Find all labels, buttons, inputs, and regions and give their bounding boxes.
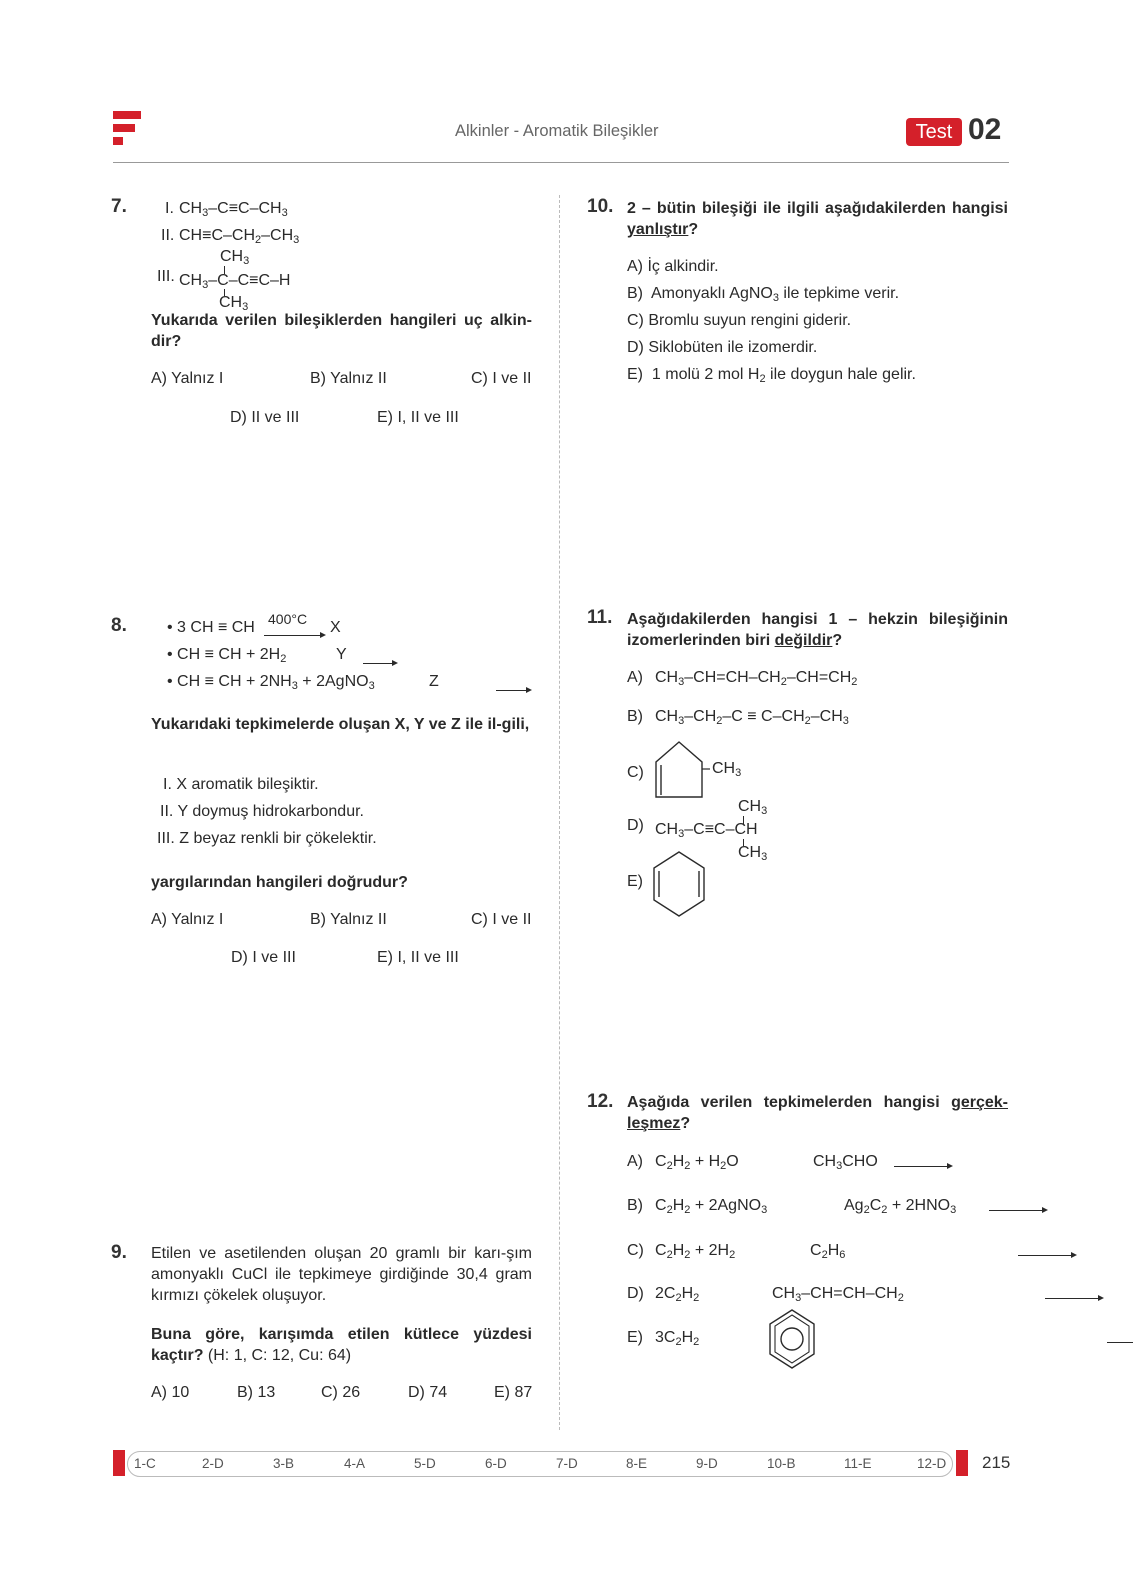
q10-question-emphasis: yanlıştır bbox=[627, 221, 689, 238]
q11-question-text: Aşağıdakilerden hangisi 1 – hekzin bileşiğinin izomerlerinden biri bbox=[627, 611, 1008, 649]
question-10-number: 10. bbox=[587, 196, 614, 217]
q8-question-2: yargılarından hangileri doğrudur? bbox=[151, 874, 408, 891]
q7-compound-ii: $CH\equiv C-CH_2-CH_3$ bbox=[179, 227, 300, 246]
q12-option-a-label[interactable]: A) bbox=[627, 1153, 643, 1170]
q12-arrow-d bbox=[1045, 1294, 1104, 1304]
q10-option-c[interactable]: C) Bromlu suyun rengini giderir. bbox=[627, 312, 852, 329]
q8-question: Yukarıdaki tepkimelerde oluşan X, Y ve Z ile il-gili, bbox=[151, 716, 530, 733]
q8-product-x: X bbox=[330, 619, 341, 636]
q12-option-b-label[interactable]: B) bbox=[627, 1197, 643, 1214]
q8-reaction-2: • CH ≡ CH + $2H_2$ bbox=[167, 646, 287, 665]
q8-arrow-2 bbox=[363, 659, 398, 669]
q10-option-e[interactable]: E) 1 molü 2 mol $H_2$ ile doygun hale gelir. bbox=[627, 366, 916, 385]
q9-question bbox=[151, 1324, 532, 1366]
q8-option-e[interactable]: E) I, II ve III bbox=[377, 949, 459, 966]
q9-option-b[interactable]: B) 13 bbox=[237, 1384, 276, 1401]
q12-option-b-reactants[interactable]: $C_2H_2$ + 2AgNO$_3$ bbox=[655, 1197, 768, 1216]
answer-key-bar bbox=[127, 1451, 953, 1477]
q8-option-d[interactable]: D) I ve III bbox=[231, 949, 296, 966]
header-divider bbox=[113, 162, 1009, 163]
question-7-number: 7. bbox=[111, 196, 127, 217]
header-title: Alkinler - Aromatik Bileşikler bbox=[455, 122, 659, 140]
q11-option-d-bottom: $CH_3$ bbox=[738, 844, 768, 863]
q8-option-b[interactable]: B) Yalnız II bbox=[310, 911, 387, 928]
q11-option-e-label[interactable]: E) bbox=[627, 873, 643, 890]
q12-option-c-products: $C_2H_6$ bbox=[810, 1242, 846, 1261]
question-11-number: 11. bbox=[587, 607, 613, 628]
test-number: 02 bbox=[968, 113, 1002, 146]
answer-key-item: 9-D bbox=[696, 1456, 718, 1471]
answer-key-item: 7-D bbox=[556, 1456, 578, 1471]
q7-compound-iii-label: III. bbox=[157, 268, 175, 285]
q9-question-note: (H: 1, C: 12, Cu: 64) bbox=[207, 1347, 352, 1364]
q7-compound-ii-label: II. bbox=[161, 227, 175, 244]
q11-question-emphasis: değildir bbox=[774, 632, 833, 649]
q11-option-d-top: $CH_3$ bbox=[738, 798, 768, 817]
question-8-number: 8. bbox=[111, 615, 127, 636]
q7-compound-i: $CH_3-C\equiv C-CH_3$ bbox=[179, 200, 288, 219]
q10-question-end: ? bbox=[688, 221, 699, 238]
q12-arrow-c bbox=[1018, 1251, 1077, 1261]
q12-option-a-reactants[interactable]: $C_2H_2 + H_2O$ bbox=[655, 1153, 739, 1172]
q12-option-e-label[interactable]: E) bbox=[627, 1329, 643, 1346]
q7-compound-iii: $CH_3-C-C\equiv C-H$ bbox=[179, 272, 291, 291]
q9-option-a[interactable]: A) 10 bbox=[151, 1384, 190, 1401]
q11-option-d-label[interactable]: D) bbox=[627, 817, 644, 834]
q10-question bbox=[627, 198, 1008, 240]
q9-option-e[interactable]: E) 87 bbox=[494, 1384, 533, 1401]
q8-option-a[interactable]: A) Yalnız I bbox=[151, 911, 224, 928]
q12-arrow-e bbox=[1107, 1338, 1133, 1348]
q8-statement-3: III. Z beyaz renkli bir çökelektir. bbox=[157, 830, 377, 847]
footer-red-bar-left bbox=[113, 1450, 125, 1476]
q9-text: Etilen ve asetilenden oluşan 20 gramlı bir karı-şım amonyaklı CuCl ile tepkimeye girdiğinde 30,4 gram kırmızı çökelek oluşuyor. bbox=[151, 1245, 532, 1304]
q12-arrow-b bbox=[989, 1206, 1048, 1216]
q7-compound-iii-bottom: $CH_3$ bbox=[219, 294, 249, 313]
q9-option-d[interactable]: D) 74 bbox=[408, 1384, 448, 1401]
q12-option-c-reactants[interactable]: $C_2H_2 + 2H_2$ bbox=[655, 1242, 736, 1261]
q7-question: Yukarıda verilen bileşiklerden hangileri uç alkin-dir? bbox=[151, 312, 532, 350]
q12-option-c-label[interactable]: C) bbox=[627, 1242, 644, 1259]
question-12-number: 12. bbox=[587, 1091, 614, 1112]
q9-question-bold: Buna göre, karışımda etilen kütlece yüzdesi kaçtır? bbox=[151, 1326, 532, 1364]
q8-reaction-3: • CH ≡ CH + $2NH_3$ + 2AgNO$_3$ bbox=[167, 673, 375, 692]
q9-option-c[interactable]: C) 26 bbox=[321, 1384, 361, 1401]
answer-key-item: 6-D bbox=[485, 1456, 507, 1471]
q7-option-c[interactable]: C) I ve II bbox=[471, 370, 532, 387]
answer-key-item: 8-E bbox=[626, 1456, 648, 1471]
q12-question bbox=[627, 1092, 1008, 1134]
publisher-logo bbox=[113, 111, 141, 153]
q8-arrow-1 bbox=[264, 631, 326, 641]
q12-option-d-products: $CH_3-CH=CH-CH_2$ bbox=[772, 1285, 904, 1304]
q12-option-a-products: $CH_3CHO$ bbox=[813, 1153, 878, 1172]
q7-compound-iii-top: $CH_3$ bbox=[220, 248, 250, 267]
answer-key-item: 2-D bbox=[202, 1456, 224, 1471]
q7-option-a[interactable]: A) Yalnız I bbox=[151, 370, 224, 387]
q12-option-d-reactants[interactable]: $2C_2H_2$ bbox=[655, 1285, 700, 1304]
q8-product-y: Y bbox=[336, 646, 347, 663]
q12-question-end: ? bbox=[680, 1115, 691, 1132]
footer-red-bar-right bbox=[956, 1450, 968, 1476]
q8-product-z: Z bbox=[429, 673, 439, 690]
answer-key-item: 11-E bbox=[844, 1456, 872, 1471]
q12-option-e-reactants[interactable]: $3C_2H_2$ bbox=[655, 1329, 700, 1348]
q7-option-e[interactable]: E) I, II ve III bbox=[377, 409, 459, 426]
benzene-structure bbox=[768, 1308, 816, 1370]
q10-question-text: 2 – bütin bileşiği ile ilgili aşağıdakilerden hangisi bbox=[627, 200, 1008, 217]
q11-option-c-substituent: $CH_3$ bbox=[712, 760, 742, 779]
q11-question bbox=[627, 609, 1008, 651]
q11-option-b-label[interactable]: B) bbox=[627, 708, 643, 725]
q11-option-b[interactable]: $CH_3-CH_2-C \equiv C-CH_2-CH_3$ bbox=[655, 708, 849, 727]
answer-key-item: 5-D bbox=[414, 1456, 436, 1471]
q11-option-d[interactable]: $CH_3-C\equiv C-CH$ bbox=[655, 821, 758, 840]
answer-key-item: 12-D bbox=[917, 1456, 947, 1471]
page-number: 215 bbox=[982, 1453, 1011, 1472]
q10-option-d[interactable]: D) Siklobüten ile izomerdir. bbox=[627, 339, 818, 356]
q11-option-c-label[interactable]: C) bbox=[627, 764, 644, 781]
q12-option-b-products: $Ag_2C_2 + 2HNO_3$ bbox=[844, 1197, 957, 1216]
q8-option-c[interactable]: C) I ve II bbox=[471, 911, 532, 928]
cyclohexene-structure[interactable] bbox=[652, 850, 706, 918]
q12-option-d-label[interactable]: D) bbox=[627, 1285, 644, 1302]
question-9-number: 9. bbox=[111, 1242, 127, 1263]
answer-key-item: 1-C bbox=[134, 1456, 156, 1471]
column-divider bbox=[559, 195, 560, 1430]
q8-arrow-3 bbox=[496, 686, 532, 696]
q12-arrow-a bbox=[894, 1162, 953, 1172]
q8-statement-2: II. Y doymuş hidrokarbondur. bbox=[160, 803, 364, 820]
q8-reaction-1: • 3 CH ≡ CH bbox=[167, 619, 255, 636]
q11-option-a-label[interactable]: A) bbox=[627, 669, 643, 686]
answer-key-item: 10-B bbox=[767, 1456, 796, 1471]
q8-statement-1: I. X aromatik bileşiktir. bbox=[163, 776, 319, 793]
test-badge: Test bbox=[906, 118, 962, 146]
q7-option-b[interactable]: B) Yalnız II bbox=[310, 370, 387, 387]
q12-question-text: Aşağıda verilen tepkimelerden hangisi bbox=[627, 1094, 940, 1111]
cyclopentene-structure[interactable] bbox=[650, 740, 710, 800]
q10-option-a[interactable]: A) İç alkindir. bbox=[627, 258, 719, 275]
answer-key-item: 3-B bbox=[273, 1456, 295, 1471]
q11-question-end: ? bbox=[832, 632, 843, 649]
q7-compound-i-label: I. bbox=[165, 200, 174, 217]
q7-option-d[interactable]: D) II ve III bbox=[230, 409, 300, 426]
q10-option-b[interactable]: B) Amonyaklı AgNO$_3$ ile tepkime verir. bbox=[627, 285, 900, 304]
q8-condition: 400°C bbox=[268, 611, 308, 627]
q11-option-a[interactable]: $CH_3-CH=CH-CH_2-CH=CH_2$ bbox=[655, 669, 858, 688]
q12-question-emphasis: gerçek-leşmez bbox=[627, 1094, 1008, 1132]
answer-key-item: 4-A bbox=[344, 1456, 366, 1471]
